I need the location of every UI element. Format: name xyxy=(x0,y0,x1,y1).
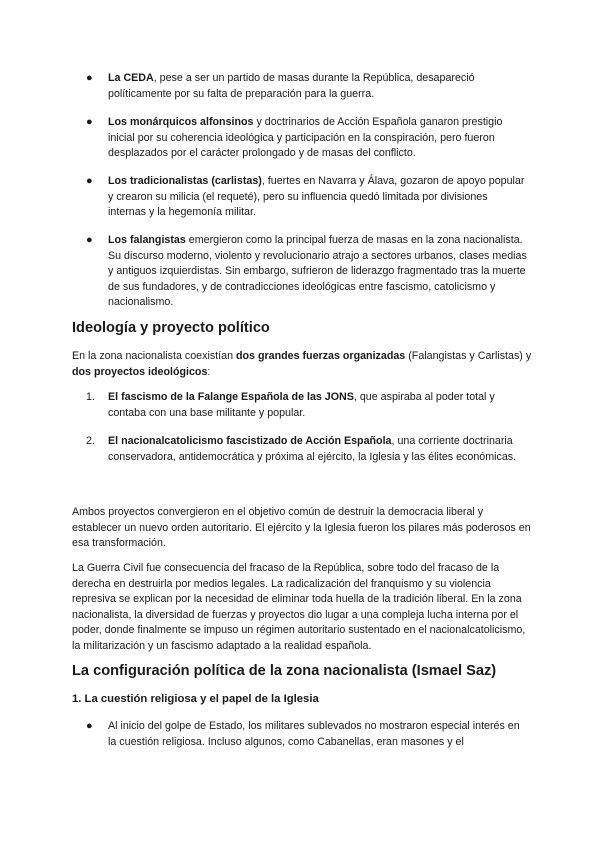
bullet-marker: ● xyxy=(86,72,93,84)
list-item xyxy=(108,71,528,102)
list-item-text: emergieron como la principal fuerza de masas en la zona nacionalista. Su discurso moderno, violento y revolucionario atrajo a sectores urbanos, clases medias y antiguos izquierdistas. Sin embargo, sufrieron de liderazgo fragmentado tras la muerte de sus fundadores, y de contradicciones ideológicas entre fascismo, catolicismo y nacionalismo. xyxy=(108,234,527,309)
intro-text: : xyxy=(207,365,211,378)
list-item xyxy=(108,174,528,221)
bullet-marker: ● xyxy=(86,234,93,246)
intro-bold: dos proyectos ideológicos xyxy=(72,365,208,378)
intro-text: En la zona nacionalista coexistían xyxy=(72,350,236,362)
intro-text: (Falangistas y Carlistas) y xyxy=(405,350,532,362)
numbered-item-text: , que aspiraba al poder total y contaba con una base militante y popular. xyxy=(108,391,495,419)
section-intro xyxy=(72,349,532,380)
section-heading-configuracion: La configuración política de la zona nacionalista (Ismael Saz) xyxy=(72,663,497,679)
bullet-marker: ● xyxy=(86,175,93,187)
numbered-item xyxy=(108,434,528,465)
bullet-marker: ● xyxy=(86,116,93,128)
numbered-item xyxy=(108,390,528,421)
list-item-bold: La CEDA xyxy=(108,72,154,84)
list-item-bold: Los tradicionalistas (carlistas) xyxy=(108,175,262,187)
list-item-bold: Los falangistas xyxy=(108,234,186,246)
numbered-item-text: , una corriente doctrinaria conservadora, antidemocrática y próxima al ejército, la Iglesia y las élites económicas. xyxy=(108,435,517,463)
bullet-marker: ● xyxy=(86,720,93,732)
list-item xyxy=(108,115,528,162)
numbered-item-bold: El nacionalcatolicismo fascistizado de Acción Española xyxy=(108,435,392,447)
intro-bold: dos grandes fuerzas organizadas xyxy=(235,350,406,362)
numbered-item-bold: El fascismo de la Falange Española de las JONS xyxy=(108,391,354,403)
list-item-bold: Los monárquicos alfonsinos xyxy=(108,116,254,128)
paragraph: La Guerra Civil fue consecuencia del fracaso de la República, sobre todo del fracaso de la derecha en destruirla por medios legales. La radicalización del franquismo y su violencia represiva se explican por la necesidad de eliminar toda huella de la tradición liberal. En la zona nacionalista, la diversidad de fuerzas y proyectos dio lugar a una compleja lucha interna por el poder, donde finalmente se impuso un régimen autoritario sustentado en el nacionalcatolicismo, la militarización y un fascismo adaptado a la realidad española. xyxy=(72,562,526,652)
section-heading-ideologia: Ideología y proyecto político xyxy=(72,320,270,336)
subsection-heading: 1. La cuestión religiosa y el papel de la Iglesia xyxy=(72,693,319,705)
list-item xyxy=(108,233,528,311)
list-item: Al inicio del golpe de Estado, los militares sublevados no mostraron especial interés en la cuestión religiosa. Incluso algunos, como Cabanellas, eran masones y el xyxy=(108,720,520,748)
list-item-text: y doctrinarios de Acción Española ganaron prestigio inicial por su coherencia ideológica y participación en la conspiración, pero fueron desplazados por el carácter prolongado y de masas del conflicto. xyxy=(108,116,503,160)
list-number: 1. xyxy=(86,391,95,403)
list-number: 2. xyxy=(86,435,95,447)
list-item-text: , pese a ser un partido de masas durante la República, desapareció políticamente por su falta de preparación para la guerra. xyxy=(108,72,475,100)
list-item-text: , fuertes en Navarra y Álava, gozaron de apoyo popular y crearon su milicia (el requeté), pero su influencia quedó limitada por divisiones internas y la hegemonía militar. xyxy=(108,175,525,219)
paragraph: Ambos proyectos convergieron en el objetivo común de destruir la democracia liberal y establecer un nuevo orden autoritario. El ejército y la Iglesia fueron los pilares más poderosos en esa transformación. xyxy=(72,506,531,550)
